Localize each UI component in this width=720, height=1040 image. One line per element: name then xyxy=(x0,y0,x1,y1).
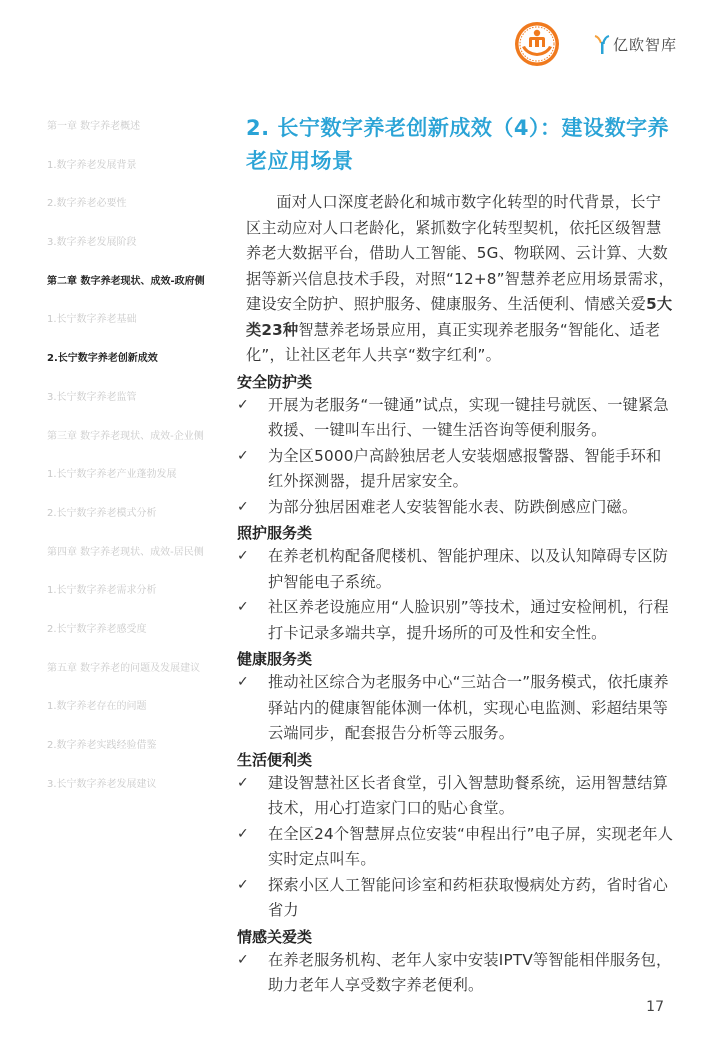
bullet-item xyxy=(237,873,676,924)
toc-item[interactable]: 第二章 数字养老现状、成效-政府侧 xyxy=(47,275,205,287)
toc-item[interactable]: 1.长宁数字养老基础 xyxy=(47,314,137,326)
main-content xyxy=(237,112,676,999)
toc-item[interactable]: 第五章 数字养老的问题及发展建议 xyxy=(47,662,201,674)
checkmark-icon: ✓ xyxy=(237,447,249,464)
category-heading: 情感关爱类 xyxy=(237,927,313,946)
toc-item[interactable]: 2.长宁数字养老模式分析 xyxy=(47,507,157,519)
category-heading: 健康服务类 xyxy=(237,650,313,668)
intro-text-end: 智慧养老场景应用，真正实现养老服务“智能化、适老化”，让社区老年人共享“数字红利”。 xyxy=(246,320,661,364)
bullet-item xyxy=(237,822,676,873)
toc-item[interactable]: 2.长宁数字养老创新成效 xyxy=(47,353,158,365)
checkmark-icon: ✓ xyxy=(237,599,249,615)
page-number: 17 xyxy=(646,999,664,1015)
bullet-item xyxy=(237,495,676,521)
bullet-text: 在养老机构配备爬楼机、智能护理床、以及认知障碍专区防护智能电子系统。 xyxy=(268,547,669,591)
intro-paragraph xyxy=(246,190,676,369)
toc-item[interactable]: 2.数字养老必要性 xyxy=(47,198,127,210)
bullet-text: 开展为老服务“一键通”试点，实现一键挂号就医、一键紧急救援、一键叫车出行、一键生活咨询等便利服务。 xyxy=(268,395,669,439)
toc-item[interactable]: 1.长宁数字养老产业蓬勃发展 xyxy=(47,469,177,481)
toc-item[interactable]: 1.数字养老发展背景 xyxy=(47,159,137,171)
toc-item[interactable]: 2.数字养老实践经验借鉴 xyxy=(47,740,157,751)
toc-item[interactable]: 2.长宁数字养老感受度 xyxy=(47,623,147,635)
intro-text: 面对人口深度老龄化和城市数字化转型的时代背景，长宁区主动应对人口老龄化，紧抓数字化转型契机，依托区级智慧养老大数据平台，借助人工智能、5G、物联网、云计算、大数据等新兴信息技术手段，对照“12+8”智慧养老应用场景需求，建设安全防护、照护服务、健康服务、生活便利、情感关爱 xyxy=(246,193,674,313)
intro-highlight: 5大类23种 xyxy=(246,295,673,339)
bullet-text: 在全区24个智慧屏点位安装“申程出行”电子屏，实现老年人实时定点叫车。 xyxy=(268,824,674,868)
checkmark-icon: ✓ xyxy=(237,774,249,791)
checkmark-icon: ✓ xyxy=(237,674,249,690)
checkmark-icon: ✓ xyxy=(237,498,249,515)
toc-item[interactable]: 第三章 数字养老现状、成效-企业侧 xyxy=(47,430,204,442)
checkmark-icon: ✓ xyxy=(237,396,249,413)
toc-item[interactable]: 第一章 数字养老概述 xyxy=(47,121,141,132)
toc-item[interactable]: 第四章 数字养老现状、成效-居民侧 xyxy=(47,546,204,558)
category-heading: 照护服务类 xyxy=(237,524,313,542)
checkmark-icon: ✓ xyxy=(237,876,249,893)
bullet-text: 为全区5000户高龄独居老人安装烟感报警器、智能手环和红外探测器，提升居家安全。 xyxy=(268,446,662,490)
checkmark-icon: ✓ xyxy=(237,951,249,968)
brand-logo xyxy=(594,34,677,55)
yiou-logo-icon xyxy=(594,34,610,54)
bullet-text: 社区养老设施应用“人脸识别”等技术，通过安检闸机，行程打卡记录多端共享，提升场所的可及性和安全性。 xyxy=(268,598,669,642)
toc-item[interactable]: 1.数字养老存在的问题 xyxy=(47,701,147,713)
checkmark-icon: ✓ xyxy=(237,825,249,842)
bullet-item xyxy=(237,544,676,595)
brand-name: 亿欧智库 xyxy=(613,35,678,54)
bullet-text: 在养老服务机构、老年人家中安装IPTV等智能相伴服务包，助力老年人享受数字养老便利。 xyxy=(268,950,672,994)
toc-item[interactable]: 3.数字养老发展阶段 xyxy=(47,237,137,249)
scenario-categories xyxy=(237,371,676,999)
table-of-contents xyxy=(47,118,227,814)
elderly-care-badge-icon xyxy=(514,21,560,67)
toc-item[interactable]: 3.长宁数字养老监管 xyxy=(47,391,137,403)
bullet-item xyxy=(237,670,676,747)
bullet-text: 建设智慧社区长者食堂，引入智慧助餐系统，运用智慧结算技术，用心打造家门口的贴心食堂。 xyxy=(268,773,669,817)
page-title: 2. 长宁数字养老创新成效（4）：建设数字养老应用场景 xyxy=(246,116,670,173)
bullet-text: 推动社区综合为老服务中心“三站合一”服务模式，依托康养驿站内的健康智能体测一体机，实现心电监测、彩超结果等云端同步，配套报告分析等云服务。 xyxy=(268,673,669,742)
bullet-item xyxy=(237,444,676,495)
toc-item[interactable]: 1.长宁数字养老需求分析 xyxy=(47,585,157,597)
header-logos xyxy=(514,20,677,68)
bullet-item xyxy=(237,948,676,999)
category-heading: 生活便利类 xyxy=(237,750,313,769)
bullet-item xyxy=(237,595,676,646)
bullet-text: 为部分独居困难老人安装智能水表、防跌倒感应门磁。 xyxy=(268,497,638,516)
bullet-item xyxy=(237,771,676,822)
bullet-item xyxy=(237,393,676,444)
checkmark-icon: ✓ xyxy=(237,548,249,564)
toc-item[interactable]: 3.长宁数字养老发展建议 xyxy=(47,778,157,790)
bullet-text: 探索小区人工智能问诊室和药柜获取慢病处方药，省时省心省力 xyxy=(268,875,669,919)
category-heading: 安全防护类 xyxy=(237,372,313,391)
